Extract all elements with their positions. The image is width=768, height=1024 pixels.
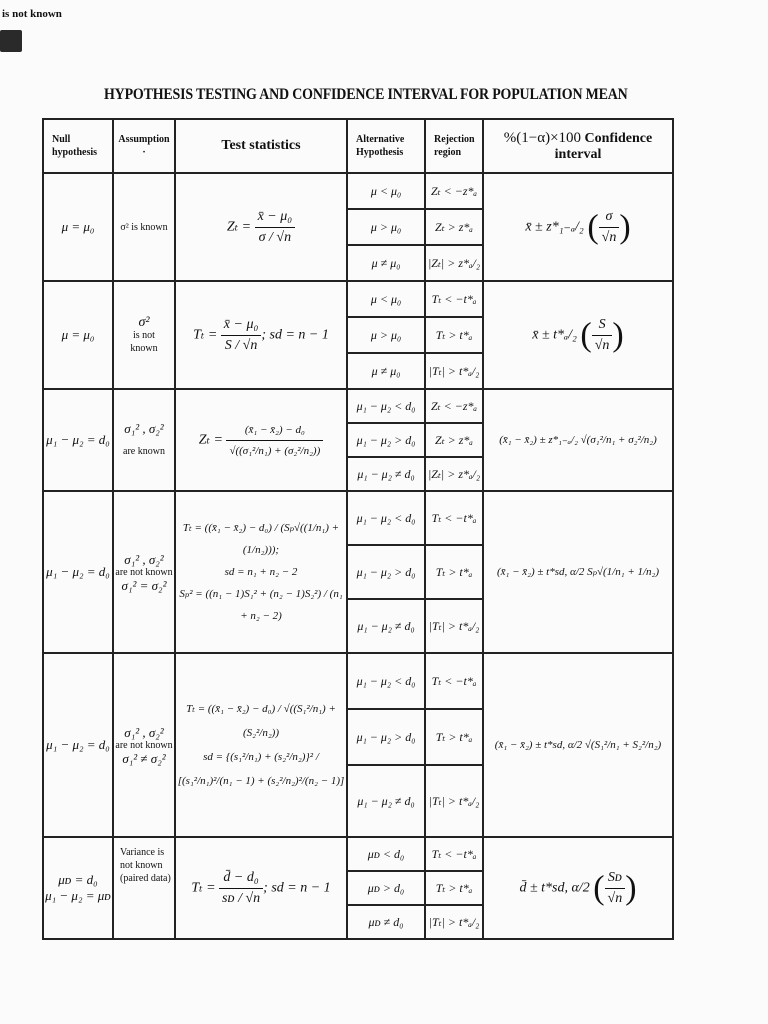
test-statistic bbox=[175, 837, 347, 939]
table-row bbox=[43, 281, 673, 317]
ci-lhs: x̄ ± t*ₐ/₂ bbox=[532, 327, 577, 343]
stat-denominator: √((σ₁²/n₁) + (σ₂²/n₂)) bbox=[229, 444, 321, 457]
alternative-hypothesis: μ₁ − μ₂ < d₀ bbox=[347, 389, 425, 423]
null-line: μᴅ = d₀ bbox=[58, 872, 98, 887]
alternative-hypothesis: μ ≠ μ₀ bbox=[347, 353, 425, 389]
confidence-interval: x̄ ± t*ₐ/₂ ( $\frac{S}{√n}$ ) bbox=[483, 281, 673, 389]
stat-denominator: S / √n bbox=[224, 337, 258, 353]
confidence-interval: x̄ ± z*₁₋ₐ/₂ ( $\frac{\sigma}{√n}$ ) bbox=[483, 173, 673, 281]
stat-line: [(s₁²/n₁)²/(n₁ − 1) + (s₂²/n₂)²/(n₂ − 1)] bbox=[177, 775, 345, 787]
table-row bbox=[43, 653, 673, 709]
rejection-region: Tₜ > t*ₐ bbox=[425, 317, 483, 353]
stat-fraction bbox=[255, 207, 296, 248]
alternative-hypothesis: μᴅ > d₀ bbox=[347, 871, 425, 905]
header-rejection bbox=[425, 119, 483, 173]
ci-denominator: √n bbox=[601, 229, 617, 245]
header-null-line2: hypothesis bbox=[52, 147, 98, 158]
stat-numerator: x̄ − μ₀ bbox=[221, 315, 262, 336]
ci-numerator: Sᴅ bbox=[605, 868, 626, 889]
alternative-hypothesis: μ₁ − μ₂ < d₀ bbox=[347, 491, 425, 545]
test-statistic bbox=[175, 653, 347, 837]
assumption-line: are not known bbox=[115, 566, 173, 578]
stat-line: sd = {(s₁²/n₁) + (s₂²/n₂)}² / bbox=[203, 751, 319, 763]
assumption bbox=[113, 173, 175, 281]
alternative-hypothesis: μᴅ < d₀ bbox=[347, 837, 425, 871]
page-title: HYPOTHESIS TESTING AND CONFIDENCE INTERVAL FOR POPULATION MEAN bbox=[104, 86, 628, 103]
ci-lhs: d̄ ± t*sd, α/2 bbox=[519, 880, 590, 896]
stat-numerator: x̄ − μ₀ bbox=[255, 207, 296, 228]
null-hypothesis: μ = μ₀ bbox=[43, 281, 113, 389]
rejection-region: Tₜ > t*ₐ bbox=[425, 709, 483, 765]
assumption-line: is not bbox=[133, 329, 155, 341]
header-confidence-interval bbox=[483, 119, 673, 173]
rejection-region: Tₜ < −t*ₐ bbox=[425, 837, 483, 871]
ci-fraction bbox=[605, 868, 626, 909]
null-hypothesis: μ = μ₀ bbox=[43, 173, 113, 281]
null-hypothesis: μ₁ − μ₂ = d₀ bbox=[43, 389, 113, 491]
header-alternative bbox=[347, 119, 425, 173]
stat-line: sd = n₁ + n₂ − 2 bbox=[224, 566, 298, 578]
alternative-hypothesis: μ₁ − μ₂ ≠ d₀ bbox=[347, 765, 425, 837]
rejection-region: |Tₜ| > t*ₐ/₂ bbox=[425, 905, 483, 939]
test-statistic bbox=[175, 491, 347, 653]
stat-line: Sₚ² = ((n₁ − 1)S₁² + (n₂ − 1)S₂²) / (n₁ + n₂ − 2) bbox=[179, 588, 343, 622]
rejection-region: |Tₜ| > t*ₐ/₂ bbox=[425, 765, 483, 837]
assumption-line: σ₁² ≠ σ₂² bbox=[122, 750, 166, 766]
stat-numerator: (x̄₁ − x̄₂) − d₀ bbox=[226, 420, 323, 441]
assumption-line: σ₁² , σ₂² bbox=[124, 551, 164, 567]
ci-denominator: √n bbox=[594, 337, 610, 353]
alternative-hypothesis: μ₁ − μ₂ < d₀ bbox=[347, 653, 425, 709]
assumption-line: σ₁² , σ₂² bbox=[124, 421, 164, 436]
test-statistic bbox=[175, 281, 347, 389]
header-alt-line2: Hypothesis bbox=[356, 147, 404, 158]
assumption-line: σ² is known bbox=[120, 221, 168, 233]
scan-mark bbox=[0, 30, 22, 52]
null-hypothesis: μ₁ − μ₂ = d₀ bbox=[43, 491, 113, 653]
assumption bbox=[113, 653, 175, 837]
alternative-hypothesis: μ₁ − μ₂ > d₀ bbox=[347, 423, 425, 457]
rejection-region: Tₜ < −t*ₐ bbox=[425, 653, 483, 709]
alternative-hypothesis: μ₁ − μ₂ ≠ d₀ bbox=[347, 457, 425, 491]
header-ci-label: Confidence interval bbox=[554, 130, 653, 162]
alternative-hypothesis: μ₁ − μ₂ > d₀ bbox=[347, 709, 425, 765]
header-assumption-dot: · bbox=[142, 147, 146, 158]
rejection-region: |Zₜ| > z*ₐ/₂ bbox=[425, 245, 483, 281]
alternative-hypothesis: μ > μ₀ bbox=[347, 209, 425, 245]
alternative-hypothesis: μ ≠ μ₀ bbox=[347, 245, 425, 281]
stat-fraction bbox=[226, 420, 323, 461]
rejection-region: Tₜ < −t*ₐ bbox=[425, 281, 483, 317]
stat-lhs: Zₜ = bbox=[226, 219, 252, 235]
stat-fraction bbox=[219, 868, 263, 909]
stat-line: Tₜ = ((x̄₁ − x̄₂) − d₀) / (Sₚ√((1/n₁) + (1/n₂))); bbox=[182, 522, 340, 556]
rejection-region: Tₜ > t*ₐ bbox=[425, 871, 483, 905]
top-note: is not known bbox=[2, 8, 62, 20]
assumption-line: are known bbox=[123, 446, 165, 457]
assumption-line: σ₁² , σ₂² bbox=[124, 724, 164, 740]
assumption-line: not known bbox=[120, 860, 163, 871]
table-row bbox=[43, 389, 673, 423]
table-row bbox=[43, 491, 673, 545]
stat-fraction bbox=[221, 315, 262, 356]
header-assumption-label: Assumption bbox=[118, 134, 170, 145]
stat-numerator: d̄ − d₀ bbox=[219, 868, 263, 889]
confidence-interval: (x̄₁ − x̄₂) ± t*sd, α/2 √(S₁²/n₁ + S₂²/n₂) bbox=[483, 653, 673, 837]
stat-tail: ; sd = n − 1 bbox=[261, 327, 329, 343]
stat-lhs: Tₜ = bbox=[191, 880, 216, 896]
alternative-hypothesis: μ < μ₀ bbox=[347, 281, 425, 317]
rejection-region: |Tₜ| > t*ₐ/₂ bbox=[425, 353, 483, 389]
stat-tail: ; sd = n − 1 bbox=[263, 880, 331, 896]
rejection-region: |Zₜ| > z*ₐ/₂ bbox=[425, 457, 483, 491]
formula-table bbox=[42, 118, 674, 940]
stat-lhs: Tₜ = bbox=[193, 327, 218, 343]
assumption-line: are not known bbox=[115, 739, 173, 751]
assumption bbox=[113, 491, 175, 653]
ci-fraction bbox=[592, 315, 613, 356]
test-statistic bbox=[175, 389, 347, 491]
rejection-region: |Tₜ| > t*ₐ/₂ bbox=[425, 599, 483, 653]
ci-numerator: S bbox=[592, 315, 613, 336]
stat-line: Tₜ = ((x̄₁ − x̄₂) − d₀) / √((S₁²/n₁) + (S₂²/n₂)) bbox=[186, 703, 336, 739]
alternative-hypothesis: μᴅ ≠ d₀ bbox=[347, 905, 425, 939]
ci-lhs: x̄ ± z*₁₋ₐ/₂ bbox=[525, 219, 584, 235]
stat-lhs: Zₜ = bbox=[198, 432, 223, 448]
confidence-interval: (x̄₁ − x̄₂) ± t*sd, α/2 Sₚ√(1/n₁ + 1/n₂) bbox=[483, 491, 673, 653]
table-row bbox=[43, 173, 673, 209]
rejection-region: Zₜ < −z*ₐ bbox=[425, 389, 483, 423]
rejection-region: Tₜ < −t*ₐ bbox=[425, 491, 483, 545]
assumption-line: Variance is bbox=[120, 847, 165, 858]
null-hypothesis: μ₁ − μ₂ = d₀ bbox=[43, 653, 113, 837]
header-rej-line1: Rejection bbox=[434, 134, 475, 145]
table-row bbox=[43, 837, 673, 871]
header-ci-prefix: %(1−α)×100 bbox=[503, 129, 582, 146]
alternative-hypothesis: μ₁ − μ₂ > d₀ bbox=[347, 545, 425, 599]
assumption-line: known bbox=[130, 342, 158, 354]
rejection-region: Zₜ < −z*ₐ bbox=[425, 173, 483, 209]
assumption-line: (paired data) bbox=[120, 873, 171, 884]
assumption-line: σ₁² = σ₂² bbox=[121, 577, 167, 593]
assumption bbox=[113, 389, 175, 491]
alternative-hypothesis: μ₁ − μ₂ ≠ d₀ bbox=[347, 599, 425, 653]
ci-denominator: √n bbox=[607, 890, 623, 906]
header-row bbox=[43, 119, 673, 173]
stat-denominator: sᴅ / √n bbox=[222, 890, 261, 906]
rejection-region: Zₜ > z*ₐ bbox=[425, 209, 483, 245]
alternative-hypothesis: μ < μ₀ bbox=[347, 173, 425, 209]
rejection-region: Zₜ > z*ₐ bbox=[425, 423, 483, 457]
header-null bbox=[43, 119, 113, 173]
header-null-line1: Null bbox=[52, 134, 71, 145]
confidence-interval: (x̄₁ − x̄₂) ± z*₁₋ₐ/₂ √(σ₁²/n₁ + σ₂²/n₂) bbox=[483, 389, 673, 491]
null-hypothesis bbox=[43, 837, 113, 939]
header-alt-line1: Alternative bbox=[356, 134, 405, 145]
ci-numerator: σ bbox=[599, 207, 620, 228]
null-line: μ₁ − μ₂ = μᴅ bbox=[45, 888, 111, 903]
stat-denominator: σ / √n bbox=[258, 229, 292, 245]
header-rej-line2: region bbox=[434, 147, 462, 158]
confidence-interval: d̄ ± t*sd, α/2 ( $\frac{\text{Sᴅ}}{√n}$ ) bbox=[483, 837, 673, 939]
rejection-region: Tₜ > t*ₐ bbox=[425, 545, 483, 599]
test-statistic bbox=[175, 173, 347, 281]
alternative-hypothesis: μ > μ₀ bbox=[347, 317, 425, 353]
assumption-line: σ² bbox=[138, 314, 150, 330]
assumption bbox=[113, 281, 175, 389]
header-assumption bbox=[113, 119, 175, 173]
header-test-statistics: Test statistics bbox=[175, 119, 347, 173]
assumption bbox=[113, 837, 175, 939]
ci-fraction bbox=[599, 207, 620, 248]
